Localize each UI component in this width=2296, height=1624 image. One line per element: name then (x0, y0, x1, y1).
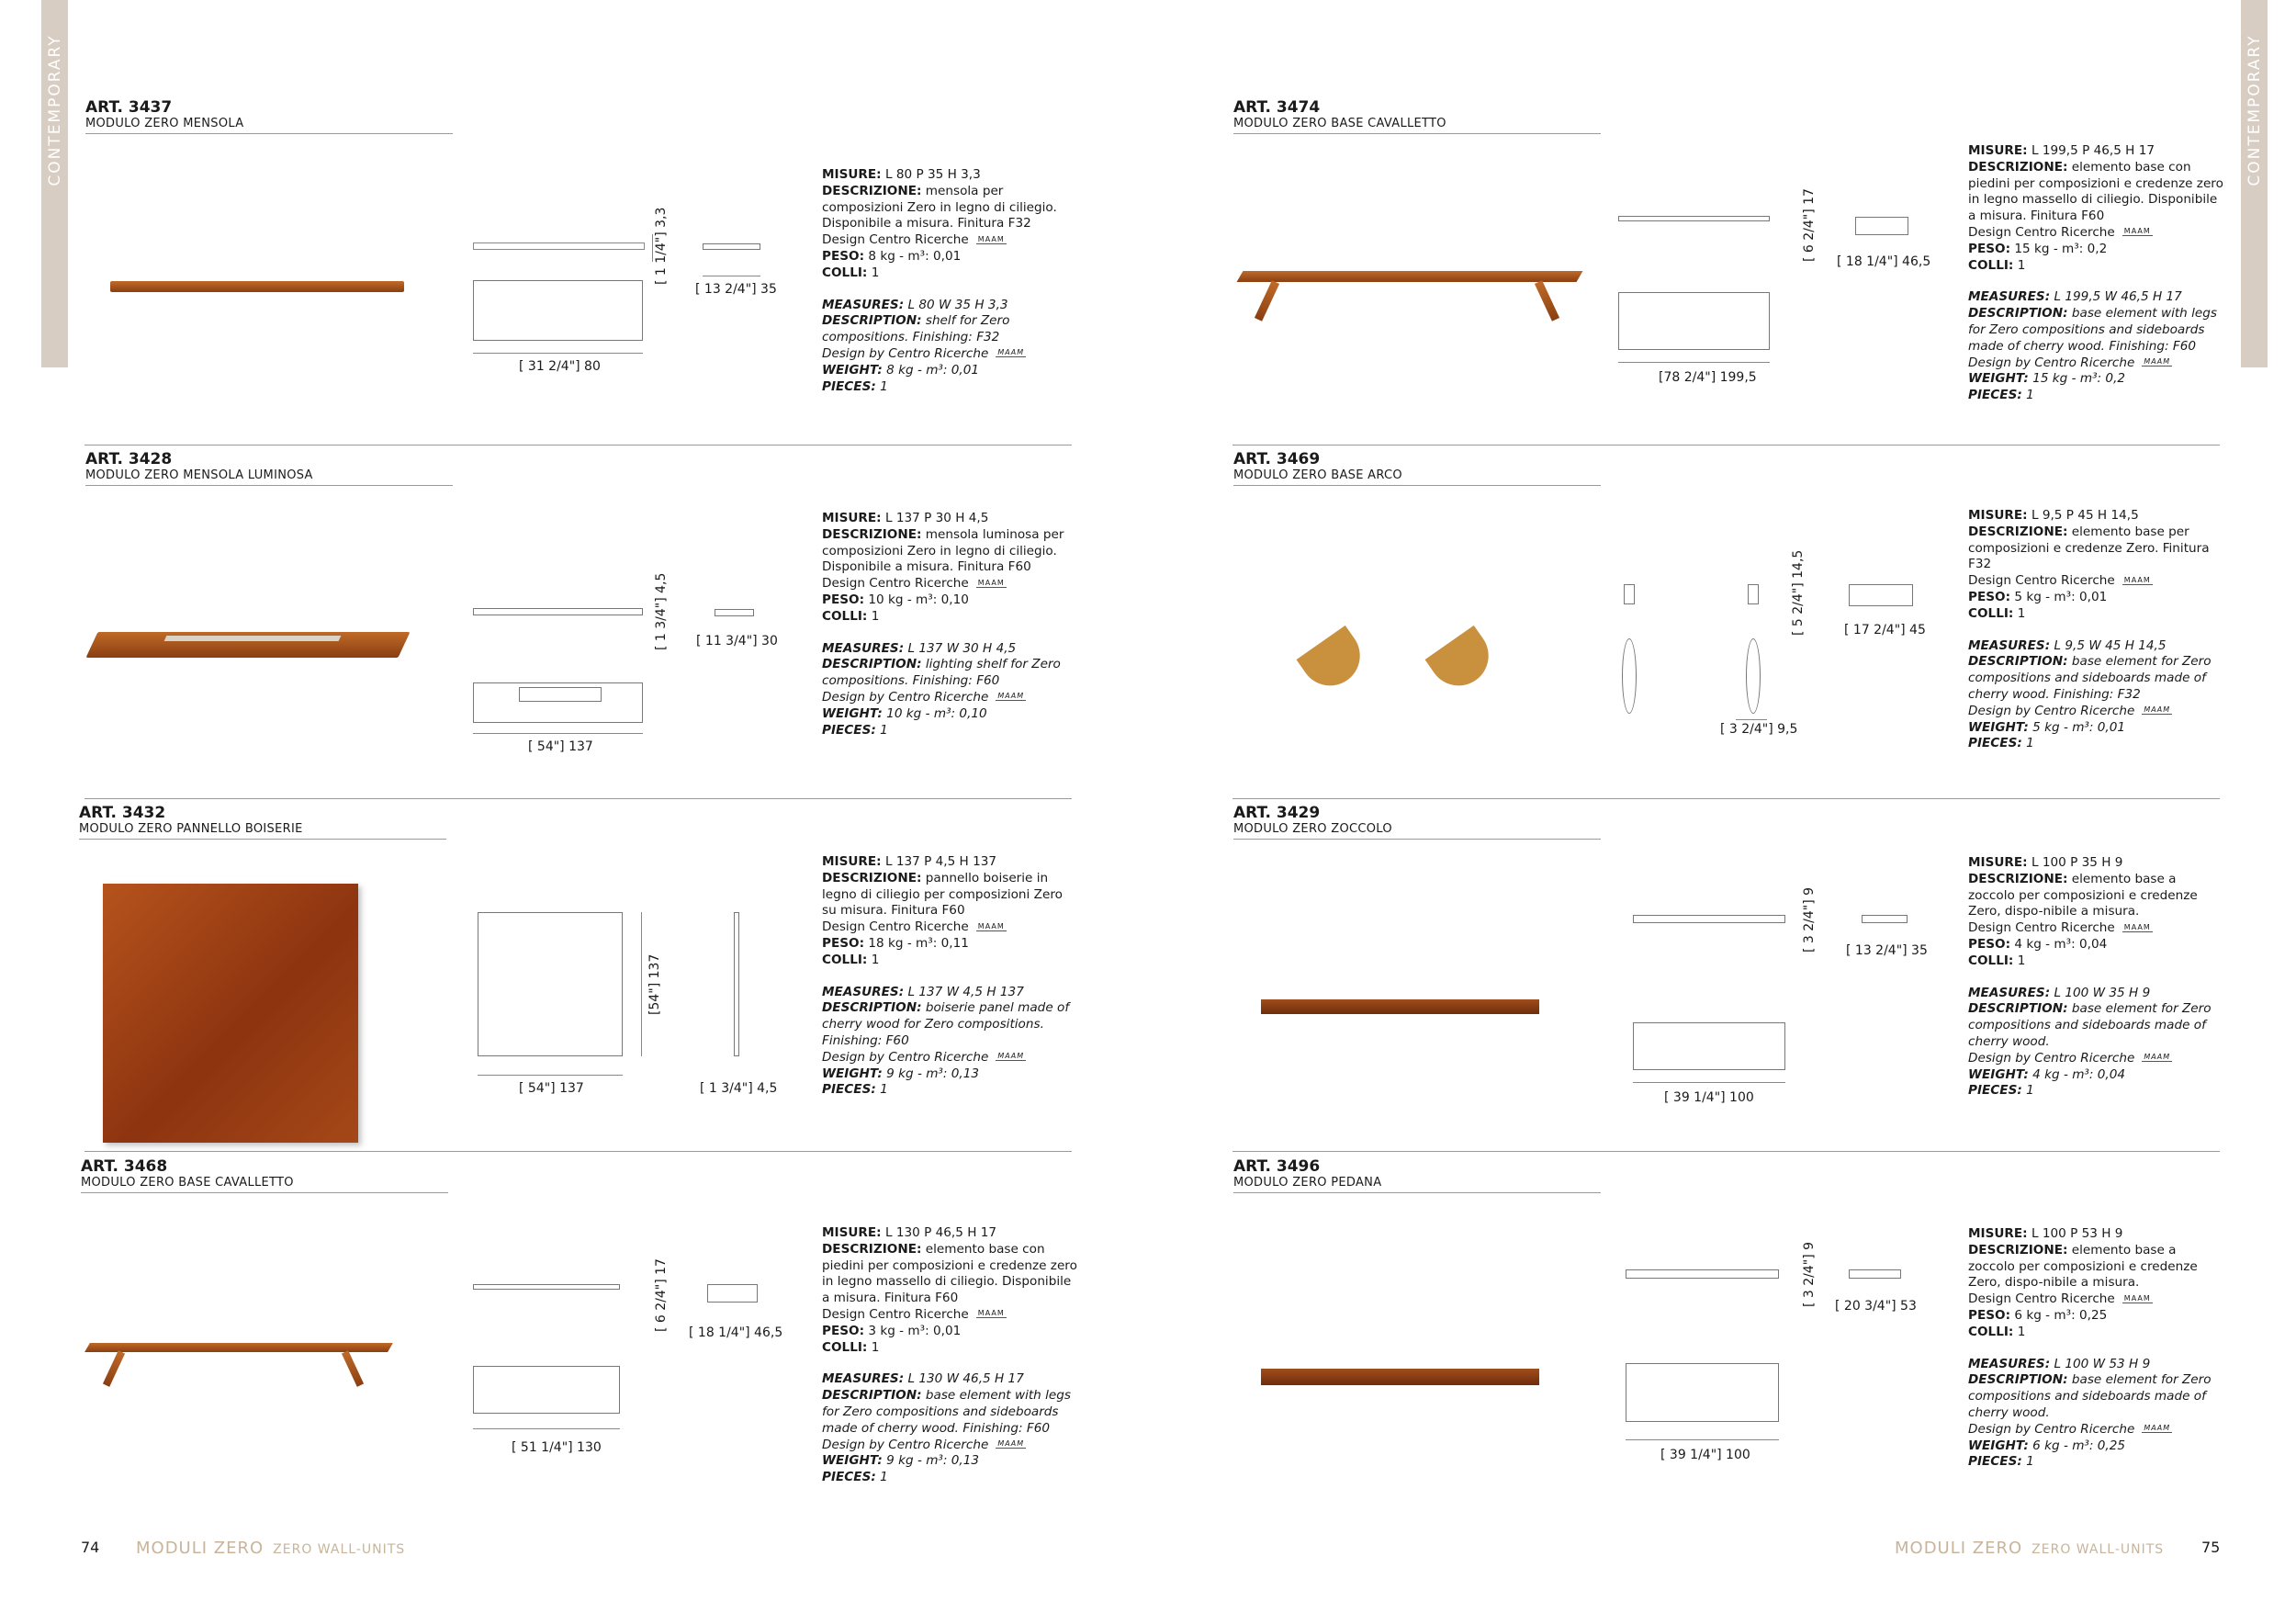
height-dimension: [ 3 2/4"] 9 (1802, 1241, 1817, 1307)
article-number: ART. 3496 (1233, 1157, 1321, 1176)
footer-title-left (136, 1539, 405, 1558)
depth-dimension: [ 18 1/4"] 46,5 (1837, 254, 1931, 269)
trestle-leg (1535, 280, 1559, 321)
product-name: MODULO ZERO PEDANA (1233, 1176, 1382, 1190)
trestle-leg (342, 1350, 364, 1387)
light-strip (164, 636, 342, 641)
maam-logo: MAAM (2144, 1053, 2171, 1062)
product-header (81, 1157, 448, 1193)
length-dimension: [78 2/4"] 199,5 (1659, 370, 1757, 385)
side-view-drawing (734, 912, 739, 1056)
front-view-drawing (1626, 1269, 1779, 1279)
front-view-drawing (1748, 584, 1759, 604)
maam-logo: MAAM (977, 1309, 1005, 1318)
top-view-drawing (473, 1366, 620, 1414)
maam-logo: MAAM (997, 1052, 1025, 1061)
product-description: MISURE: L 80 P 35 H 3,3 DESCRIZIONE: mensola per composizioni Zero in legno di ciliegio. Disponibile a misura. Finitura F32 Design Centro Ricerche MAAM PESO: 8 kg - m³: 0,01 COLLI: 1 MEASURES: L 80 W 35 H 3,3 DESCRIPTION: shelf for Zero compositions. Finishing: F32 Design by Centro Ricerche MAAM WEIGHT: 8 kg - m³: 0,01 PIECES: 1 (822, 167, 1057, 394)
depth-dimension: [ 11 3/4"] 30 (696, 634, 778, 648)
side-tab-right (2241, 0, 2268, 367)
height-dimension: [ 1 3/4"] 4,5 (654, 572, 669, 650)
length-dimension: [ 3 2/4"] 9,5 (1720, 722, 1798, 737)
height-dimension: [ 6 2/4"] 17 (654, 1258, 669, 1332)
product-photo-arch-foot (1425, 626, 1501, 697)
top-view-drawing (1626, 1363, 1779, 1422)
dimension-line (473, 1428, 620, 1429)
page-number-left: 74 (81, 1539, 100, 1556)
maam-logo: MAAM (977, 234, 1005, 243)
front-view-drawing (1618, 216, 1770, 221)
footer-subtitle: ZERO WALL-UNITS (273, 1542, 406, 1557)
side-view-drawing (703, 243, 760, 250)
dimension-line (1633, 1082, 1785, 1083)
top-view-drawing (473, 280, 643, 341)
length-dimension: [ 39 1/4"] 100 (1664, 1090, 1754, 1105)
article-number: ART. 3468 (81, 1157, 168, 1176)
section-divider (1232, 798, 2220, 799)
top-view-drawing (1746, 638, 1761, 714)
length-dimension: [ 51 1/4"] 130 (512, 1440, 602, 1455)
footer-title: MODULI ZERO (1895, 1539, 2023, 1558)
height-dimension: [ 5 2/4"] 14,5 (1791, 549, 1806, 636)
product-header (1233, 98, 1601, 134)
side-view-drawing (1849, 584, 1913, 606)
depth-dimension: [ 20 3/4"] 53 (1835, 1299, 1917, 1314)
height-dimension: [ 6 2/4"] 17 (1802, 188, 1817, 262)
length-dimension: [ 39 1/4"] 100 (1660, 1448, 1750, 1462)
product-name: MODULO ZERO ZOCCOLO (1233, 822, 1392, 836)
depth-dimension: [ 17 2/4"] 45 (1844, 623, 1926, 637)
product-photo-plinth (1261, 999, 1539, 1014)
product-name: MODULO ZERO BASE ARCO (1233, 468, 1402, 482)
product-description: MISURE: L 9,5 P 45 H 14,5 DESCRIZIONE: elemento base per composizioni e credenze Zero. Finitura F32 Design Centro Ricerche MAAM PESO: 5 kg - m³: 0,01 COLLI: 1 MEASURES: L 9,5 W 45 H 14,5 DESCRIPTION: base element for Zero compositions and sideboards made of cherry wood. Finishing: F32 Design by Centro Ricerche MAAM WEIGHT: 5 kg - m³: 0,01 PIECES: 1 (1968, 508, 2212, 751)
length-dimension: [ 54"] 137 (519, 1081, 584, 1096)
top-view-drawing (1622, 638, 1637, 714)
height-dimension: [ 3 2/4"] 9 (1802, 886, 1817, 953)
front-view-drawing (473, 608, 643, 615)
front-view-drawing (1624, 584, 1635, 604)
dimension-line (1626, 1439, 1779, 1440)
product-name: MODULO ZERO MENSOLA LUMINOSA (85, 468, 313, 482)
top-view-drawing (1618, 292, 1770, 350)
article-number: ART. 3474 (1233, 98, 1321, 117)
product-photo-platform (1261, 1369, 1539, 1385)
maam-logo: MAAM (997, 692, 1025, 701)
side-view-drawing (1862, 915, 1908, 923)
depth-dimension: [ 1 3/4"] 4,5 (700, 1081, 778, 1096)
section-divider (84, 1151, 1072, 1152)
dimension-line (478, 1075, 623, 1076)
height-dimension: [ 1 1/4"] 3,3 (654, 207, 669, 285)
product-description: MISURE: L 100 P 53 H 9 DESCRIZIONE: elemento base a zoccolo per composizioni e credenze Zero, dispo-nibile a misura. Design Centro Ricerche MAAM PESO: 6 kg - m³: 0,25 COLLI: 1 MEASURES: L 100 W 53 H 9 DESCRIPTION: base element for Zero compositions and sideboards made of cherry wood. Design by Centro Ricerche MAAM WEIGHT: 6 kg - m³: 0,25 PIECES: 1 (1968, 1226, 2212, 1470)
side-tab-label: CONTEMPORARY (45, 34, 64, 186)
product-name: MODULO ZERO MENSOLA (85, 117, 244, 130)
maam-logo: MAAM (997, 348, 1025, 357)
product-name: MODULO ZERO BASE CAVALLETTO (81, 1176, 294, 1190)
maam-logo: MAAM (997, 1439, 1025, 1449)
maam-logo: MAAM (2144, 705, 2171, 715)
length-dimension: [ 31 2/4"] 80 (519, 359, 601, 374)
page-number-right: 75 (2201, 1539, 2221, 1556)
product-header (85, 450, 453, 486)
product-header (1233, 804, 1601, 840)
article-number: ART. 3469 (1233, 450, 1321, 468)
footer-title: MODULI ZERO (136, 1539, 264, 1558)
light-slot-drawing (519, 687, 602, 702)
side-view-drawing (715, 609, 754, 616)
trestle-leg (103, 1350, 125, 1387)
product-header (85, 98, 453, 134)
section-divider (1232, 1151, 2220, 1152)
maam-logo: MAAM (2123, 575, 2151, 584)
top-view-drawing (1633, 1022, 1785, 1070)
product-description: MISURE: L 130 P 46,5 H 17 DESCRIZIONE: elemento base con piedini per composizioni e credenze zero in legno massello di ciliegio. Disponibile a misura. Finitura F60 Design Centro Ricerche MAAM PESO: 3 kg - m³: 0,01 COLLI: 1 MEASURES: L 130 W 46,5 H 17 DESCRIPTION: base element with legs for Zero compositions and sideboards made of cherry wood. Finishing: F60 Design by Centro Ricerche MAAM WEIGHT: 9 kg - m³: 0,13 PIECES: 1 (822, 1225, 1077, 1485)
depth-dimension: [ 13 2/4"] 35 (1846, 943, 1928, 958)
maam-logo: MAAM (2123, 922, 2151, 931)
dimension-line (1618, 362, 1770, 363)
maam-logo: MAAM (2144, 357, 2171, 367)
product-header (1233, 1157, 1601, 1193)
dimension-line (1736, 719, 1767, 720)
side-view-drawing (1849, 1269, 1901, 1279)
maam-logo: MAAM (2123, 1293, 2151, 1303)
section-divider (84, 798, 1072, 799)
product-photo-trestle-base (1237, 271, 1583, 282)
front-view-drawing (473, 1284, 620, 1290)
article-number: ART. 3432 (79, 804, 166, 822)
product-photo-shelf (110, 281, 404, 292)
product-description: MISURE: L 100 P 35 H 9 DESCRIZIONE: elemento base a zoccolo per composizioni e credenze Zero, dispo-nibile a misura. Design Centro Ricerche MAAM PESO: 4 kg - m³: 0,04 COLLI: 1 MEASURES: L 100 W 35 H 9 DESCRIPTION: base element for Zero compositions and sideboards made of cherry wood. Design by Centro Ricerche MAAM WEIGHT: 4 kg - m³: 0,04 PIECES: 1 (1968, 855, 2212, 1099)
length-dimension: [ 54"] 137 (528, 739, 593, 754)
product-description: MISURE: L 137 P 30 H 4,5 DESCRIZIONE: mensola luminosa per composizioni Zero in legno di ciliegio. Disponibile a misura. Finitura F60 Design Centro Ricerche MAAM PESO: 10 kg - m³: 0,10 COLLI: 1 MEASURES: L 137 W 30 H 4,5 DESCRIPTION: lighting shelf for Zero compositions. Finishing: F60 Design by Centro Ricerche MAAM WEIGHT: 10 kg - m³: 0,10 PIECES: 1 (822, 511, 1064, 738)
product-name: MODULO ZERO BASE CAVALLETTO (1233, 117, 1446, 130)
maam-logo: MAAM (2144, 1424, 2171, 1433)
depth-dimension: [ 18 1/4"] 46,5 (689, 1325, 783, 1340)
maam-logo: MAAM (2123, 227, 2151, 236)
front-view-drawing (1633, 915, 1785, 923)
height-dimension: [54"] 137 (647, 953, 662, 1015)
maam-logo: MAAM (977, 921, 1005, 930)
front-view-drawing (478, 912, 623, 1056)
product-name: MODULO ZERO PANNELLO BOISERIE (79, 822, 303, 836)
depth-dimension: [ 13 2/4"] 35 (695, 282, 777, 297)
dimension-line (473, 733, 643, 734)
article-number: ART. 3437 (85, 98, 173, 117)
side-tab-label: CONTEMPORARY (2245, 34, 2264, 186)
side-view-drawing (707, 1284, 758, 1303)
product-description: MISURE: L 199,5 P 46,5 H 17 DESCRIZIONE: elemento base con piedini per composizioni e credenze zero in legno massello di ciliegio. Disponibile a misura. Finitura F60 Design Centro Ricerche MAAM PESO: 15 kg - m³: 0,2 COLLI: 1 MEASURES: L 199,5 W 46,5 H 17 DESCRIPTION: base element with legs for Zero compositions and sideboards made of cherry wood. Finishing: F60 Design by Centro Ricerche MAAM WEIGHT: 15 kg - m³: 0,2 PIECES: 1 (1968, 143, 2223, 403)
trestle-leg (1255, 280, 1279, 321)
side-view-drawing (1855, 217, 1908, 235)
product-description: MISURE: L 137 P 4,5 H 137 DESCRIZIONE: pannello boiserie in legno di ciliegio per composizioni Zero su misura. Finitura F60 Design Centro Ricerche MAAM PESO: 18 kg - m³: 0,11 COLLI: 1 MEASURES: L 137 W 4,5 H 137 DESCRIPTION: boiserie panel made of cherry wood for Zero compositions. Finishing: F60 Design by Centro Ricerche MAAM WEIGHT: 9 kg - m³: 0,13 PIECES: 1 (822, 854, 1070, 1098)
product-header (1233, 450, 1601, 486)
side-tab-left (41, 0, 68, 367)
footer-subtitle: ZERO WALL-UNITS (2032, 1542, 2165, 1557)
dimension-line (652, 234, 653, 262)
product-photo-arch-foot (1297, 626, 1372, 697)
article-number: ART. 3429 (1233, 804, 1321, 822)
dimension-line (473, 353, 643, 354)
product-photo-panel (103, 884, 358, 1143)
article-number: ART. 3428 (85, 450, 173, 468)
dimension-line (641, 912, 642, 1056)
front-view-drawing (473, 242, 645, 250)
footer-title-right (1895, 1539, 2164, 1558)
maam-logo: MAAM (977, 578, 1005, 587)
product-header (79, 804, 446, 840)
